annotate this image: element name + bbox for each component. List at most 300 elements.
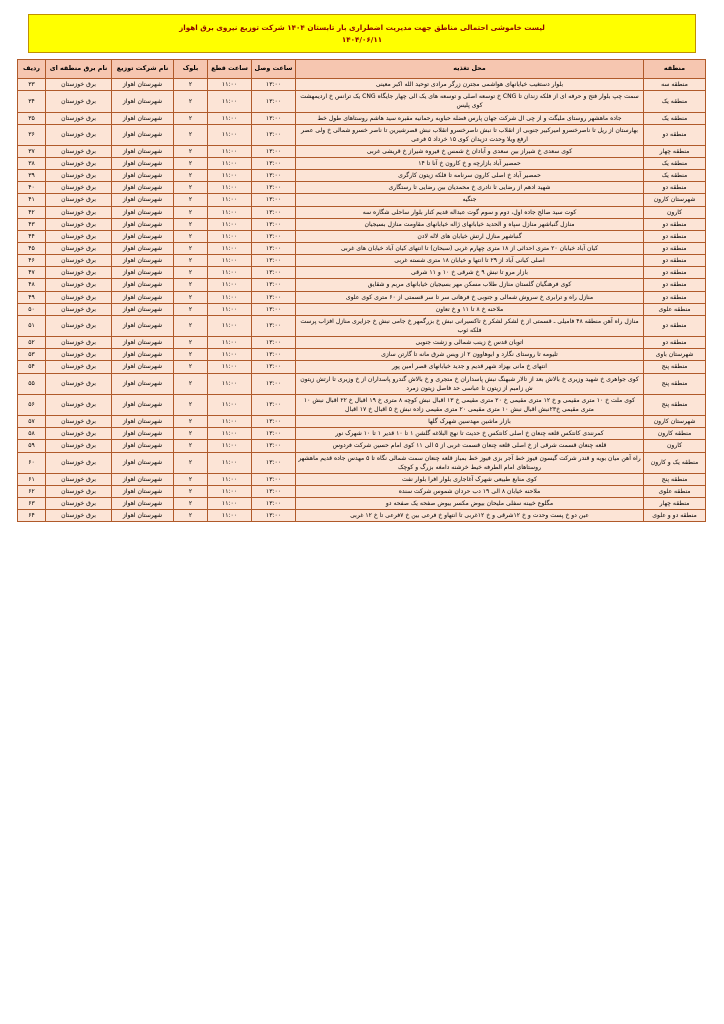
- cell-zone-name: برق خوزستان: [46, 440, 112, 452]
- cell-time-off: ۱۱:۰۰: [208, 349, 252, 361]
- cell-time-off: ۱۱:۰۰: [208, 361, 252, 373]
- cell-region: منطقه دو: [644, 315, 706, 336]
- cell-time-off: ۱۱:۰۰: [208, 486, 252, 498]
- cell-place: کیان آباد خیابان ۲۰ متری احداثی از ۱۸ متری چهارم غربی (سبحان) تا انتهای کیان آباد خیابان های غربی: [296, 243, 644, 255]
- cell-place: کوی سعدی خ شیراز بین سعدی و آبادان خ شمس خ فیروه شیراز خ قریشی غربی: [296, 145, 644, 157]
- table-row: [18, 182, 706, 194]
- cell-region: منطقه پنج: [644, 361, 706, 373]
- cell-region: منطقه دو: [644, 255, 706, 267]
- cell-company-name: شهرستان اهواز: [112, 218, 174, 230]
- cell-time-off: ۱۱:۰۰: [208, 291, 252, 303]
- table-row: [18, 428, 706, 440]
- cell-zone-name: برق خوزستان: [46, 267, 112, 279]
- cell-place: کوی جواهری خ شهید وزیری خ بالاش بعد از تالار شبهنگ نبش پاسداران خ متجری و خ بالاش گندرو پاسداران از خ وزیری تا ارتش زیتون ش زامبم از زیتون تا عباسی حد فاصل زیتون زمرد: [296, 373, 644, 394]
- cell-zone-name: برق خوزستان: [46, 206, 112, 218]
- cell-region: منطقه یک: [644, 170, 706, 182]
- cell-place: جاده ماهشهر روستای ملیگث و از چی ال شرکت جهان پارس فضله حباوبه رحمانیه مقبره سید هاشم روستاهای طول خط: [296, 112, 644, 124]
- cell-zone-name: برق خوزستان: [46, 91, 112, 112]
- cell-zone-name: برق خوزستان: [46, 291, 112, 303]
- cell-company-name: شهرستان اهواز: [112, 473, 174, 485]
- cell-radif: ۴۳: [18, 218, 46, 230]
- cell-place: منازل راه و ترابری خ سروش شمالی و جنوبی خ فرهانی سر تا سر قسمتی از ۶۰ متری کوی علوی: [296, 291, 644, 303]
- cell-time-on: ۱۳:۰۰: [252, 158, 296, 170]
- cell-company-name: شهرستان اهواز: [112, 373, 174, 394]
- cell-time-off: ۱۱:۰۰: [208, 243, 252, 255]
- cell-zone-name: برق خوزستان: [46, 218, 112, 230]
- cell-zone-name: برق خوزستان: [46, 158, 112, 170]
- cell-radif: ۵۶: [18, 394, 46, 415]
- cell-zone-name: برق خوزستان: [46, 315, 112, 336]
- cell-block: ۲: [174, 91, 208, 112]
- cell-place: شهید ادهم از رضایی تا نادری خ محمدیان بین رضایی تا رستگاری: [296, 182, 644, 194]
- table-row: [18, 279, 706, 291]
- column-header-zone-name: نام برق منطقه ای: [46, 60, 112, 79]
- cell-block: ۲: [174, 145, 208, 157]
- table-row: [18, 267, 706, 279]
- cell-radif: ۴۴: [18, 230, 46, 242]
- table-row: [18, 486, 706, 498]
- table-row: [18, 230, 706, 242]
- cell-time-on: ۱۳:۰۰: [252, 473, 296, 485]
- table-row: [18, 79, 706, 91]
- table-row: [18, 170, 706, 182]
- cell-region: منطقه دو و علوی: [644, 510, 706, 522]
- column-header-time-on: ساعت وصل: [252, 60, 296, 79]
- outage-table: [17, 59, 706, 522]
- cell-time-off: ۱۱:۰۰: [208, 206, 252, 218]
- cell-zone-name: برق خوزستان: [46, 79, 112, 91]
- cell-time-on: ۱۳:۰۰: [252, 291, 296, 303]
- cell-company-name: شهرستان اهواز: [112, 170, 174, 182]
- cell-time-on: ۱۳:۰۰: [252, 486, 296, 498]
- cell-company-name: شهرستان اهواز: [112, 279, 174, 291]
- table-row: [18, 349, 706, 361]
- cell-company-name: شهرستان اهواز: [112, 416, 174, 428]
- cell-region: منطقه علوی: [644, 303, 706, 315]
- cell-zone-name: برق خوزستان: [46, 373, 112, 394]
- cell-radif: ۳۵: [18, 112, 46, 124]
- cell-time-on: ۱۳:۰۰: [252, 194, 296, 206]
- cell-block: ۲: [174, 194, 208, 206]
- cell-place: اصلی کیانی آباد از ۲۹ تا انتها و خیابان ۱۸ متری شسته غربی: [296, 255, 644, 267]
- cell-time-on: ۱۳:۰۰: [252, 145, 296, 157]
- cell-company-name: شهرستان اهواز: [112, 124, 174, 145]
- cell-zone-name: برق خوزستان: [46, 112, 112, 124]
- cell-place: تلیومه تا روستای نگارد و ابوهاوون ۲ از ویس شرق مانه تا گارتن سازی: [296, 349, 644, 361]
- cell-time-on: ۱۳:۰۰: [252, 428, 296, 440]
- cell-time-off: ۱۱:۰۰: [208, 91, 252, 112]
- cell-place: بازار ماشین مهدسین شهرک گلها: [296, 416, 644, 428]
- cell-block: ۲: [174, 416, 208, 428]
- cell-time-on: ۱۳:۰۰: [252, 255, 296, 267]
- cell-radif: ۵۰: [18, 303, 46, 315]
- cell-time-off: ۱۱:۰۰: [208, 267, 252, 279]
- table-row: [18, 315, 706, 336]
- cell-region: منطقه دو: [644, 291, 706, 303]
- cell-company-name: شهرستان اهواز: [112, 182, 174, 194]
- cell-block: ۲: [174, 279, 208, 291]
- cell-region: منطقه یک: [644, 158, 706, 170]
- cell-radif: ۵۸: [18, 428, 46, 440]
- cell-company-name: شهرستان اهواز: [112, 315, 174, 336]
- cell-time-on: ۱۳:۰۰: [252, 315, 296, 336]
- cell-place: ملاحنه خیابان ۸ الی ۱۹ دب حردان شموس شرکت سنده: [296, 486, 644, 498]
- cell-radif: ۴۶: [18, 255, 46, 267]
- cell-place: کمرنندی کانتکس قلعه چنعان خ اصلی کانتکس خ حدیث تا نهج البلاغه گلشن ۱ تا ۱۰ قدیر ۱ تا ۱۰ شهرک نور: [296, 428, 644, 440]
- cell-time-off: ۱۱:۰۰: [208, 303, 252, 315]
- cell-radif: ۶۳: [18, 498, 46, 510]
- column-header-radif: ردیف: [18, 60, 46, 79]
- cell-company-name: شهرستان اهواز: [112, 337, 174, 349]
- cell-place: منازل گنباشهر منازل سپاه و الحدید خیابانهای ژاله خیابانهای مقاومت منازل بسیجیان: [296, 218, 644, 230]
- cell-zone-name: برق خوزستان: [46, 230, 112, 242]
- cell-radif: ۳۳: [18, 79, 46, 91]
- cell-block: ۲: [174, 428, 208, 440]
- cell-place: راه آهن میان بویه و قندر شرکت گیسون فیوز خط آجر بزی فیوز خط بمباز قلعه چنعان سمت شمالی نگاه تا ۵ مهدس جاده قدیم ماهشهر روستاهای امام الطرفه خیط خرشنه دامغه بزرگ و کوچک: [296, 452, 644, 473]
- cell-place: کوی منابع طبیعی شهرک آغاجاری بلوار افرا بلوار نفت: [296, 473, 644, 485]
- cell-place: انتهای خ مانی بهزاد شهر قدیم و جدید خیابانهای قصر امین پور: [296, 361, 644, 373]
- cell-block: ۲: [174, 218, 208, 230]
- cell-time-off: ۱۱:۰۰: [208, 440, 252, 452]
- cell-company-name: شهرستان اهواز: [112, 428, 174, 440]
- table-row: [18, 416, 706, 428]
- cell-time-on: ۱۳:۰۰: [252, 91, 296, 112]
- table-row: [18, 510, 706, 522]
- cell-block: ۲: [174, 337, 208, 349]
- cell-time-off: ۱۱:۰۰: [208, 194, 252, 206]
- column-header-company-name: نام شرکت توزیع: [112, 60, 174, 79]
- cell-block: ۲: [174, 267, 208, 279]
- cell-region: منطقه سه: [644, 79, 706, 91]
- cell-block: ۲: [174, 206, 208, 218]
- cell-block: ۲: [174, 452, 208, 473]
- cell-radif: ۳۷: [18, 145, 46, 157]
- cell-block: ۲: [174, 373, 208, 394]
- cell-block: ۲: [174, 182, 208, 194]
- cell-time-on: ۱۳:۰۰: [252, 124, 296, 145]
- cell-region: منطقه علوی: [644, 486, 706, 498]
- table-header-row: [18, 60, 706, 79]
- cell-block: ۲: [174, 394, 208, 415]
- cell-time-off: ۱۱:۰۰: [208, 255, 252, 267]
- cell-company-name: شهرستان اهواز: [112, 452, 174, 473]
- cell-time-off: ۱۱:۰۰: [208, 510, 252, 522]
- cell-time-off: ۱۱:۰۰: [208, 373, 252, 394]
- cell-time-on: ۱۳:۰۰: [252, 440, 296, 452]
- table-row: [18, 473, 706, 485]
- cell-block: ۲: [174, 291, 208, 303]
- cell-radif: ۴۷: [18, 267, 46, 279]
- cell-zone-name: برق خوزستان: [46, 303, 112, 315]
- cell-region: منطقه دو: [644, 218, 706, 230]
- cell-zone-name: برق خوزستان: [46, 145, 112, 157]
- cell-time-off: ۱۱:۰۰: [208, 218, 252, 230]
- cell-zone-name: برق خوزستان: [46, 243, 112, 255]
- cell-place: بلوار دستغیب خیابانهای هواشمی مجترن زرگر مرادی توحید الله اکبر معینی: [296, 79, 644, 91]
- cell-zone-name: برق خوزستان: [46, 428, 112, 440]
- cell-place: ملاحنه خ ۸ تا ۱۱ و خ تعاون: [296, 303, 644, 315]
- cell-time-on: ۱۳:۰۰: [252, 416, 296, 428]
- table-row: [18, 91, 706, 112]
- cell-time-off: ۱۱:۰۰: [208, 473, 252, 485]
- cell-region: منطقه دو: [644, 279, 706, 291]
- cell-time-off: ۱۱:۰۰: [208, 416, 252, 428]
- cell-zone-name: برق خوزستان: [46, 170, 112, 182]
- cell-time-on: ۱۳:۰۰: [252, 498, 296, 510]
- table-row: [18, 394, 706, 415]
- cell-zone-name: برق خوزستان: [46, 473, 112, 485]
- cell-place: حمصیر آباد خ اصلی کارون سرنامه تا فلکه زیتون کارگری: [296, 170, 644, 182]
- table-row: [18, 124, 706, 145]
- cell-time-off: ۱۱:۰۰: [208, 279, 252, 291]
- cell-region: منطقه دو: [644, 243, 706, 255]
- cell-company-name: شهرستان اهواز: [112, 440, 174, 452]
- cell-company-name: شهرستان اهواز: [112, 112, 174, 124]
- cell-block: ۲: [174, 112, 208, 124]
- cell-region: منطقه دو: [644, 337, 706, 349]
- cell-block: ۲: [174, 349, 208, 361]
- cell-time-off: ۱۱:۰۰: [208, 498, 252, 510]
- cell-zone-name: برق خوزستان: [46, 416, 112, 428]
- cell-time-on: ۱۳:۰۰: [252, 267, 296, 279]
- cell-radif: ۳۶: [18, 124, 46, 145]
- cell-time-off: ۱۱:۰۰: [208, 170, 252, 182]
- cell-radif: ۴۹: [18, 291, 46, 303]
- cell-region: شهرستان کارون: [644, 194, 706, 206]
- cell-region: شهرستان باوی: [644, 349, 706, 361]
- cell-place: جنگیه: [296, 194, 644, 206]
- cell-region: منطقه کارون: [644, 428, 706, 440]
- cell-time-off: ۱۱:۰۰: [208, 79, 252, 91]
- table-row: [18, 361, 706, 373]
- cell-time-on: ۱۳:۰۰: [252, 79, 296, 91]
- cell-time-on: ۱۳:۰۰: [252, 170, 296, 182]
- table-row: [18, 206, 706, 218]
- cell-time-on: ۱۳:۰۰: [252, 510, 296, 522]
- cell-time-off: ۱۱:۰۰: [208, 112, 252, 124]
- cell-region: منطقه یک و کارون: [644, 452, 706, 473]
- cell-place: بهارستان از ریل تا ناصرخسرو امیرکبیر جنوبی از انقلاب تا نبش ناصرخسرو انقلاب نبش قصرشیرین تا ناصر خسرو شمالی خ ولی عصر ارفع ویلا وحدت دزیدان کوی ۱۵ خرداد ۵ فرعی: [296, 124, 644, 145]
- table-row: [18, 440, 706, 452]
- cell-place: منازل راه آهن منطقه ۴۸ فامیلی ـ قسمتی از خ لشکر لشکر خ تاکسیرانی نبش خ بزرگمهر خ جامی نبش خ جزایری منازل افزاب پرست فلکه ثوب: [296, 315, 644, 336]
- cell-company-name: شهرستان اهواز: [112, 394, 174, 415]
- cell-region: منطقه دو: [644, 182, 706, 194]
- cell-place: اتوبان قدس خ زینب شمالی و زشت جنوبی: [296, 337, 644, 349]
- cell-zone-name: برق خوزستان: [46, 510, 112, 522]
- document-date: ۱۴۰۴/۰۶/۱۱: [341, 35, 383, 45]
- cell-time-on: ۱۳:۰۰: [252, 218, 296, 230]
- cell-block: ۲: [174, 230, 208, 242]
- cell-region: شهرستان کارون: [644, 416, 706, 428]
- cell-block: ۲: [174, 158, 208, 170]
- cell-radif: ۴۰: [18, 182, 46, 194]
- cell-radif: ۳۴: [18, 91, 46, 112]
- cell-radif: ۴۸: [18, 279, 46, 291]
- cell-radif: ۶۴: [18, 510, 46, 522]
- cell-block: ۲: [174, 440, 208, 452]
- cell-region: منطقه پنج: [644, 394, 706, 415]
- cell-region: منطقه چهار: [644, 145, 706, 157]
- cell-time-on: ۱۳:۰۰: [252, 182, 296, 194]
- cell-place: کوی فرهنگیان گلستان منازل طلاب مسکن مهر بسیجیان خیابانهای مربم و شقایق: [296, 279, 644, 291]
- cell-zone-name: برق خوزستان: [46, 194, 112, 206]
- cell-time-on: ۱۳:۰۰: [252, 303, 296, 315]
- cell-company-name: شهرستان اهواز: [112, 349, 174, 361]
- cell-block: ۲: [174, 510, 208, 522]
- cell-radif: ۶۱: [18, 473, 46, 485]
- table-row: [18, 145, 706, 157]
- cell-time-on: ۱۳:۰۰: [252, 112, 296, 124]
- cell-time-on: ۱۳:۰۰: [252, 394, 296, 415]
- document-title: لیست خاموشی احتمالی مناطق جهت مدیریت اضطراری بار تابستان ۱۴۰۴ شرکت توزیع نیروی برق اهواز: [179, 23, 545, 32]
- cell-company-name: شهرستان اهواز: [112, 303, 174, 315]
- cell-company-name: شهرستان اهواز: [112, 145, 174, 157]
- cell-company-name: شهرستان اهواز: [112, 79, 174, 91]
- cell-radif: ۳۹: [18, 170, 46, 182]
- cell-place: عین دو خ پست وحدت و خ ۱۲شرقی و خ ۱۲غربی تا انتهاو خ فرعی بین خ ۷فرعی تا خ ۱۲ غربی: [296, 510, 644, 522]
- cell-block: ۲: [174, 124, 208, 145]
- cell-region: منطقه یک: [644, 112, 706, 124]
- cell-radif: ۵۱: [18, 315, 46, 336]
- cell-time-on: ۱۳:۰۰: [252, 279, 296, 291]
- cell-place: مگلوع خیبنه سفلی ملیحان بیوض مکسر بیوض صفحه یک صفحه دو: [296, 498, 644, 510]
- cell-zone-name: برق خوزستان: [46, 279, 112, 291]
- cell-time-on: ۱۳:۰۰: [252, 452, 296, 473]
- cell-time-on: ۱۳:۰۰: [252, 230, 296, 242]
- table-row: [18, 243, 706, 255]
- cell-company-name: شهرستان اهواز: [112, 206, 174, 218]
- table-row: [18, 291, 706, 303]
- cell-place: کوت سید صالح جاده اول، دوم و سوم گوت عبداله قدیم کنار بلوار ساحلی شگاره سه: [296, 206, 644, 218]
- cell-block: ۲: [174, 243, 208, 255]
- table-row: [18, 158, 706, 170]
- cell-place: قلعه چنعان قسمت شرقی از خ اصلی قلعه چنعان قسمت غربی از ۵ الی ۱۱ کوی امام حسین شرکت فردوس: [296, 440, 644, 452]
- cell-zone-name: برق خوزستان: [46, 124, 112, 145]
- cell-radif: ۵۴: [18, 361, 46, 373]
- cell-region: منطقه دو: [644, 230, 706, 242]
- cell-block: ۲: [174, 473, 208, 485]
- table-body: [18, 79, 706, 522]
- cell-block: ۲: [174, 303, 208, 315]
- cell-company-name: شهرستان اهواز: [112, 267, 174, 279]
- cell-radif: ۵۵: [18, 373, 46, 394]
- cell-company-name: شهرستان اهواز: [112, 194, 174, 206]
- table-row: [18, 218, 706, 230]
- cell-place: سمت چپ بلوار فتح و حرفه ای از فلکه زندان تا CNG خ توسعه اصلی و توسعه های یک الی چهار جایگاه CNG یک ترانس خ اردیمهشت کوی پلیس: [296, 91, 644, 112]
- cell-region: منطقه دو: [644, 267, 706, 279]
- cell-time-on: ۱۳:۰۰: [252, 373, 296, 394]
- column-header-time-off: ساعت قطع: [208, 60, 252, 79]
- cell-time-off: ۱۱:۰۰: [208, 230, 252, 242]
- cell-company-name: شهرستان اهواز: [112, 486, 174, 498]
- cell-company-name: شهرستان اهواز: [112, 498, 174, 510]
- cell-zone-name: برق خوزستان: [46, 452, 112, 473]
- cell-time-off: ۱۱:۰۰: [208, 315, 252, 336]
- cell-zone-name: برق خوزستان: [46, 337, 112, 349]
- cell-time-off: ۱۱:۰۰: [208, 182, 252, 194]
- cell-block: ۲: [174, 486, 208, 498]
- cell-zone-name: برق خوزستان: [46, 486, 112, 498]
- cell-time-off: ۱۱:۰۰: [208, 428, 252, 440]
- column-header-region: منطقه: [644, 60, 706, 79]
- cell-region: منطقه پنج: [644, 373, 706, 394]
- table-row: [18, 255, 706, 267]
- cell-time-off: ۱۱:۰۰: [208, 452, 252, 473]
- cell-zone-name: برق خوزستان: [46, 498, 112, 510]
- table-row: [18, 498, 706, 510]
- cell-zone-name: برق خوزستان: [46, 182, 112, 194]
- cell-region: منطقه یک: [644, 91, 706, 112]
- cell-zone-name: برق خوزستان: [46, 255, 112, 267]
- table-row: [18, 452, 706, 473]
- cell-radif: ۴۵: [18, 243, 46, 255]
- cell-company-name: شهرستان اهواز: [112, 255, 174, 267]
- column-header-block: بلوک: [174, 60, 208, 79]
- cell-time-off: ۱۱:۰۰: [208, 394, 252, 415]
- title-banner: [28, 14, 696, 53]
- cell-radif: ۶۲: [18, 486, 46, 498]
- cell-region: کارون: [644, 206, 706, 218]
- cell-time-on: ۱۳:۰۰: [252, 337, 296, 349]
- cell-block: ۲: [174, 498, 208, 510]
- cell-block: ۲: [174, 361, 208, 373]
- cell-place: گنباشهر منازل ارتش خیابان های لاله لادن: [296, 230, 644, 242]
- cell-region: کارون: [644, 440, 706, 452]
- cell-zone-name: برق خوزستان: [46, 361, 112, 373]
- cell-place: حمصیر آباد بازارچه و خ کارون خ آنا تا ۱۴: [296, 158, 644, 170]
- cell-company-name: شهرستان اهواز: [112, 230, 174, 242]
- cell-radif: ۳۸: [18, 158, 46, 170]
- cell-block: ۲: [174, 170, 208, 182]
- cell-company-name: شهرستان اهواز: [112, 291, 174, 303]
- cell-time-off: ۱۱:۰۰: [208, 337, 252, 349]
- cell-radif: ۵۷: [18, 416, 46, 428]
- cell-radif: ۴۲: [18, 206, 46, 218]
- cell-region: منطقه دو: [644, 124, 706, 145]
- cell-time-off: ۱۱:۰۰: [208, 124, 252, 145]
- cell-time-on: ۱۳:۰۰: [252, 349, 296, 361]
- cell-radif: ۵۳: [18, 349, 46, 361]
- table-row: [18, 194, 706, 206]
- cell-radif: ۴۱: [18, 194, 46, 206]
- cell-radif: ۶۰: [18, 452, 46, 473]
- cell-region: منطقه چهار: [644, 498, 706, 510]
- cell-radif: ۵۲: [18, 337, 46, 349]
- cell-time-off: ۱۱:۰۰: [208, 145, 252, 157]
- table-row: [18, 373, 706, 394]
- cell-zone-name: برق خوزستان: [46, 394, 112, 415]
- table-row: [18, 303, 706, 315]
- cell-place: کوی ملت خ ۱۰ متری مقیمی و خ ۱۲ متری مقیمی خ ۲۰ متری مقیمی خ ۱۳ اقبال نبش کوچه ۸ متری خ ۱۹ اقبال خ ۲۲ اقبال نبش ۱۰ متری مقیمی خ۲۳نبش اقبال نبش ۱۰ متری مقیمی ۲۰ متری مقیمی زاده نبش خ ۵ اقبال خ ۱۷ اقبال: [296, 394, 644, 415]
- cell-place: بازار مرو تا نبش ۹ خ شرقی خ ۱۰ و ۱۱ شرقی: [296, 267, 644, 279]
- cell-time-on: ۱۳:۰۰: [252, 361, 296, 373]
- cell-zone-name: برق خوزستان: [46, 349, 112, 361]
- cell-block: ۲: [174, 79, 208, 91]
- cell-time-on: ۱۳:۰۰: [252, 243, 296, 255]
- table-row: [18, 337, 706, 349]
- cell-company-name: شهرستان اهواز: [112, 243, 174, 255]
- cell-radif: ۵۹: [18, 440, 46, 452]
- cell-company-name: شهرستان اهواز: [112, 361, 174, 373]
- cell-time-off: ۱۱:۰۰: [208, 158, 252, 170]
- cell-company-name: شهرستان اهواز: [112, 510, 174, 522]
- cell-time-on: ۱۳:۰۰: [252, 206, 296, 218]
- cell-block: ۲: [174, 315, 208, 336]
- cell-block: ۲: [174, 255, 208, 267]
- table-row: [18, 112, 706, 124]
- column-header-place: محل تغذیه: [296, 60, 644, 79]
- cell-company-name: شهرستان اهواز: [112, 158, 174, 170]
